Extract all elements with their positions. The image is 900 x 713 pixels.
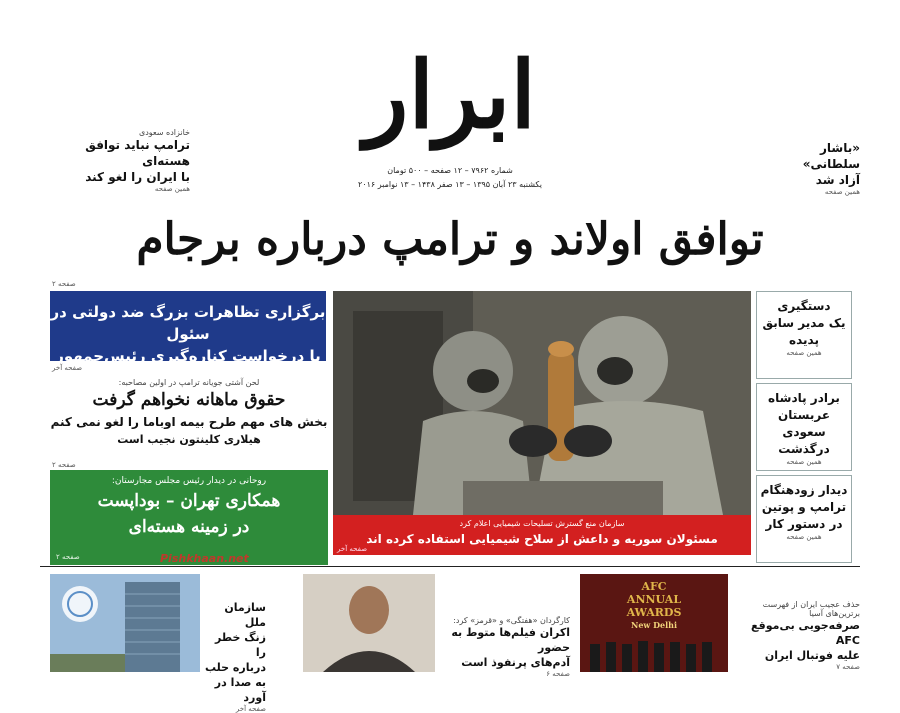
players-silhouettes	[580, 636, 728, 672]
section-divider	[40, 566, 860, 567]
page-ref: همین صفحه	[786, 458, 822, 466]
right-column	[756, 291, 852, 567]
afc-line-4: New Delhi	[631, 620, 677, 630]
watermark: Pishkhaan.net	[160, 552, 249, 565]
green-box-line-2: در زمینه هسته‌ای	[128, 517, 250, 537]
director-illustration	[303, 574, 435, 672]
cinema-kicker: کارگردان «هفتگی» و «قرمز» کرد:	[453, 616, 570, 625]
chemical-weapons-photo[interactable]	[333, 291, 751, 515]
cinema-line-2: آدم‌های پرنفوذ است	[461, 656, 570, 669]
photo-caption-box[interactable]	[333, 515, 751, 555]
afc-story-line-1: صرفه‌جویی بی‌موقع AFC	[751, 619, 860, 647]
un-line-2: زنگ خطر را	[214, 631, 266, 659]
teaser-title-1: ترامپ نباید توافق هسته‌ای	[85, 138, 190, 168]
trump-interview-story[interactable]	[50, 378, 328, 449]
tehran-budapest-box[interactable]	[50, 470, 328, 565]
story-subtitle: بخش های مهم طرح بیمه اوباما را لغو نمی کنم	[50, 415, 328, 429]
afc-story-line-2: علیه فوتبال ایران	[764, 649, 860, 662]
right-item-line-3: درگذشت	[778, 442, 830, 456]
afc-line-2: ANNUAL	[626, 593, 682, 606]
issue-line: شماره ۷۹۶۲ – ۱۲ صفحه – ۵۰۰ تومان	[387, 166, 513, 175]
blue-box-line-2: با درخواست کناره‌گیری رئیس‌جمهور	[55, 347, 321, 365]
page-ref: صفحه ۷	[836, 663, 860, 671]
un-line-1: سازمان ملل	[224, 601, 266, 629]
green-box-line-1: همکاری تهران – بوداپست	[97, 491, 281, 511]
un-story[interactable]	[204, 600, 266, 713]
right-item-arrest[interactable]	[756, 291, 852, 379]
seoul-protest-box[interactable]	[50, 291, 326, 365]
hazmat-illustration	[333, 291, 751, 515]
afc-story[interactable]	[732, 600, 860, 671]
afc-line-3: AWARDS	[626, 606, 682, 619]
right-item-line-2: یک مدیر سابق پدیده	[762, 316, 846, 347]
page-ref: صفحه آخر	[235, 705, 266, 713]
blue-box-page-ref: صفحه آخر	[52, 364, 83, 372]
story-kicker: لحن آشتی جویانه ترامپ در اولین مصاحبه:	[118, 378, 260, 387]
director-photo[interactable]	[303, 574, 435, 672]
main-headline[interactable]: توافق اولاند و ترامپ درباره برجام	[136, 214, 764, 265]
right-item-line-2: ترامپ و پوتین	[761, 500, 847, 514]
main-page-ref: صفحه ۲	[52, 280, 76, 288]
teaser-kicker: خانزاده سعودی	[138, 128, 190, 137]
story-line-3: هیلاری کلینتون نجیب است	[117, 433, 261, 446]
un-line-4: به صدا در آورد	[214, 676, 266, 704]
page-ref: همین صفحه	[824, 188, 860, 196]
caption-title: مسئولان سوریه و داعش از سلاح شیمیایی استفاده کرده اند	[366, 532, 718, 546]
right-item-line-2: عربستان سعودی	[777, 408, 831, 439]
story-title: حقوق ماهانه نخواهم گرفت	[92, 390, 286, 410]
page-ref: صفحه ۶	[546, 670, 570, 678]
afc-line-1: AFC	[641, 580, 667, 593]
top-right-teaser[interactable]	[760, 140, 860, 196]
teaser-title-2: با ایران را لغو کند	[85, 170, 190, 184]
page-ref: همین صفحه	[154, 185, 190, 193]
right-item-line-3: در دستور کار	[765, 517, 843, 531]
caption-page-ref: صفحه آخر	[337, 545, 368, 553]
caption-kicker: سازمان منع گسترش تسلیحات شیمیایی اعلام کرد	[459, 519, 625, 528]
afc-awards-photo[interactable]	[580, 574, 728, 672]
right-item-line-1: دستگیری	[777, 299, 831, 313]
un-building-illustration	[50, 574, 200, 672]
green-box-page-ref: صفحه ۲	[56, 553, 80, 561]
teaser-title-1: «باشار سلطانی»	[802, 141, 860, 171]
right-item-line-1: دیدار زودهنگام	[760, 483, 848, 497]
blue-box-line-1: برگزاری تظاهرات بزرگ ضد دولتی در سئول	[50, 303, 326, 343]
top-left-teaser[interactable]	[40, 128, 190, 193]
cinema-story[interactable]	[440, 616, 570, 678]
afc-kicker: حذف عجیب ایران از فهرست برترین‌های آسیا	[762, 600, 860, 618]
middle-story-page-ref: صفحه ۲	[52, 461, 76, 469]
cinema-line-1: اکران فیلم‌ها متوط به حضور	[451, 626, 570, 654]
right-item-line-1: برادر پادشاه	[768, 391, 840, 405]
teaser-title-2: آزاد شد	[815, 173, 860, 187]
masthead-logo: ابرار	[364, 41, 536, 149]
un-line-3: درباره حلب	[205, 661, 266, 674]
right-item-trump-putin[interactable]	[756, 475, 852, 563]
un-building-photo[interactable]	[50, 574, 200, 672]
page-ref: همین صفحه	[786, 533, 822, 541]
page-ref: همین صفحه	[786, 349, 822, 357]
green-box-kicker: روحانی در دیدار رئیس مجلس مجارستان:	[111, 476, 267, 486]
date-line: یکشنبه ۲۳ آبان ۱۳۹۵ – ۱۳ صفر ۱۴۳۸ – ۱۳ نوامبر ۲۰۱۶	[358, 180, 542, 189]
right-item-saudi[interactable]	[756, 383, 852, 471]
